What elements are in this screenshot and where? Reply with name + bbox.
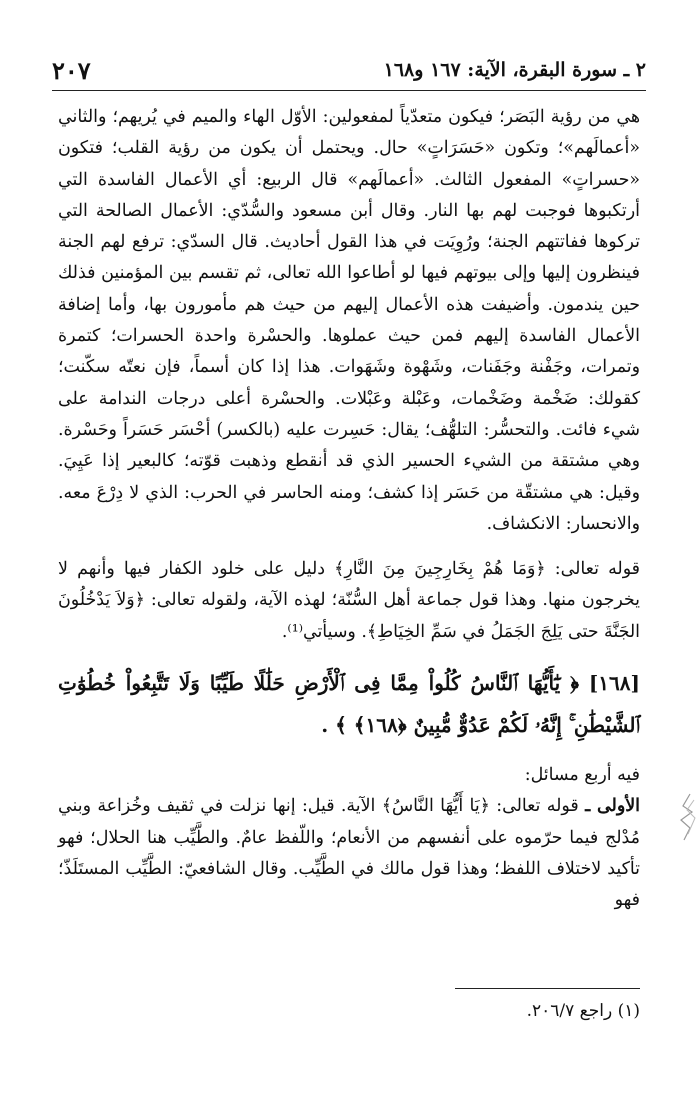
main-text <box>58 102 640 917</box>
footnote: (١) راجع ٢٠٦/٧. <box>526 1001 640 1021</box>
verse-text: ﴿ يَٰٓأَيُّهَا ٱلنَّاسُ كُلُواْ مِمَّا فِى ٱلْأَرْضِ حَلَٰلًا طَيِّبًا وَلَا تَتَّبِعُواْ خُطُوَٰتِ ٱلشَّيْطَٰنِ ۚ إِنَّهُۥ لَكُمْ عَدُوٌّ مُّبِينٌ ﴿١٦٨﴾ ﴾ . <box>58 671 640 738</box>
running-title: ٢ ـ سورة البقرة، الآية: ١٦٧ و١٦٨ <box>383 59 646 81</box>
issue-text: قوله تعالى: ﴿يَا أَيُّهَا النَّاسُ﴾ الآية. قيل: إنها نزلت في ثقيف وخُزاعة وبني مُدْلج فيما حرّموه على أنفسهم من الأنعام؛ واللّفظ عامٌ. والطَّيِّب هنا الحلال؛ فهو تأكيد لاختلاف اللفظ؛ وهذا قول مالك في الطَّيِّب. وقال الشافعيّ: الطَّيِّب المستَلَذّ؛ فهو <box>58 796 640 911</box>
verse-number: [١٦٨] <box>588 671 640 696</box>
commentary-paragraph <box>58 791 640 916</box>
commentary-paragraph: قوله تعالى: ﴿وَمَا هُمْ بِخَارِجِينَ مِنَ النَّارِ﴾ دليل على خلود الكفار فيها وأنهم لا يخرجون منها. وهذا قول جماعة أهل السُّنّة؛ لهذه الآية، ولقوله تعالى: ﴿وَلاَ يَدْخُلُونَ الجَنَّةَ حتى يَلِجَ الجَمَلُ في سَمِّ الخِيَاطِ﴾. وسيأتي⁽¹⁾. <box>58 559 640 642</box>
page-number: ٢٠٧ <box>52 55 91 85</box>
footnote-divider <box>455 988 640 989</box>
issue-label: الأولى ـ <box>585 796 640 817</box>
commentary-paragraph: هي من رؤية البَصَر؛ فيكون متعدّياً لمفعولين: الأوّل الهاء والميم في يُريهم؛ والثاني «أعمالَهم»؛ وتكون «حَسَرَاتٍ» حال. ويحتمل أن يكون من رؤية القلب؛ فتكون «حسراتٍ» المفعول الثالث. «أعمالَهم» قال الربيع: أي الأعمال الفاسدة التي أرتكبوها فوجبت لهم بها النار. وقال أبن مسعود والسُّدّي: الأعمال الصالحة التي تركوها ففاتتهم الجنة؛ ورُوِيَت في هذا القول أحاديث. قال السدّي: ترفع لهم الجنة فينظرون إليها وإلى بيوتهم فيها لو أطاعوا الله تعالى، ثم تقسم بين المؤمنين فذلك حين يندمون. وأضيفت هذه الأعمال إليهم من حيث هم مأمورون بها، وأما إضافة الأعمال الفاسدة إليهم فمن حيث عملوها. والحسْرة واحدة الحسرات؛ كتمرة وتمرات، وجَفْنة وجَفَنات، وشَهْوة وشَهَوات. هذا إذا كان أسماً، فإن نعتّه سكّنت؛ كقولك: ضَخْمة وضَخْمات، وعَبْلة وعَبْلات. والحسْرة أعلى درجات الندامة على شيء فائت. والتحسُّر: التلهُّف؛ يقال: حَسِرت عليه (بالكسر) أحْسَر حَسَراً وحَسْرة. وهي مشتقة من الشيء الحسير الذي قد أنقطع وذهبت قوّته؛ كالبعير إذا عَيِيَ. وقيل: هي مشتقّة من حَسَر إذا كشف؛ ومنه الحاسر في الحرب: الذي لا دِرْعَ معه. والانحسار: الانكشاف. <box>58 107 640 534</box>
page-header <box>52 50 646 91</box>
issues-heading: فيه أربع مسائل: <box>524 765 640 786</box>
quran-verse <box>58 662 640 746</box>
margin-scan-artifact <box>670 790 696 844</box>
